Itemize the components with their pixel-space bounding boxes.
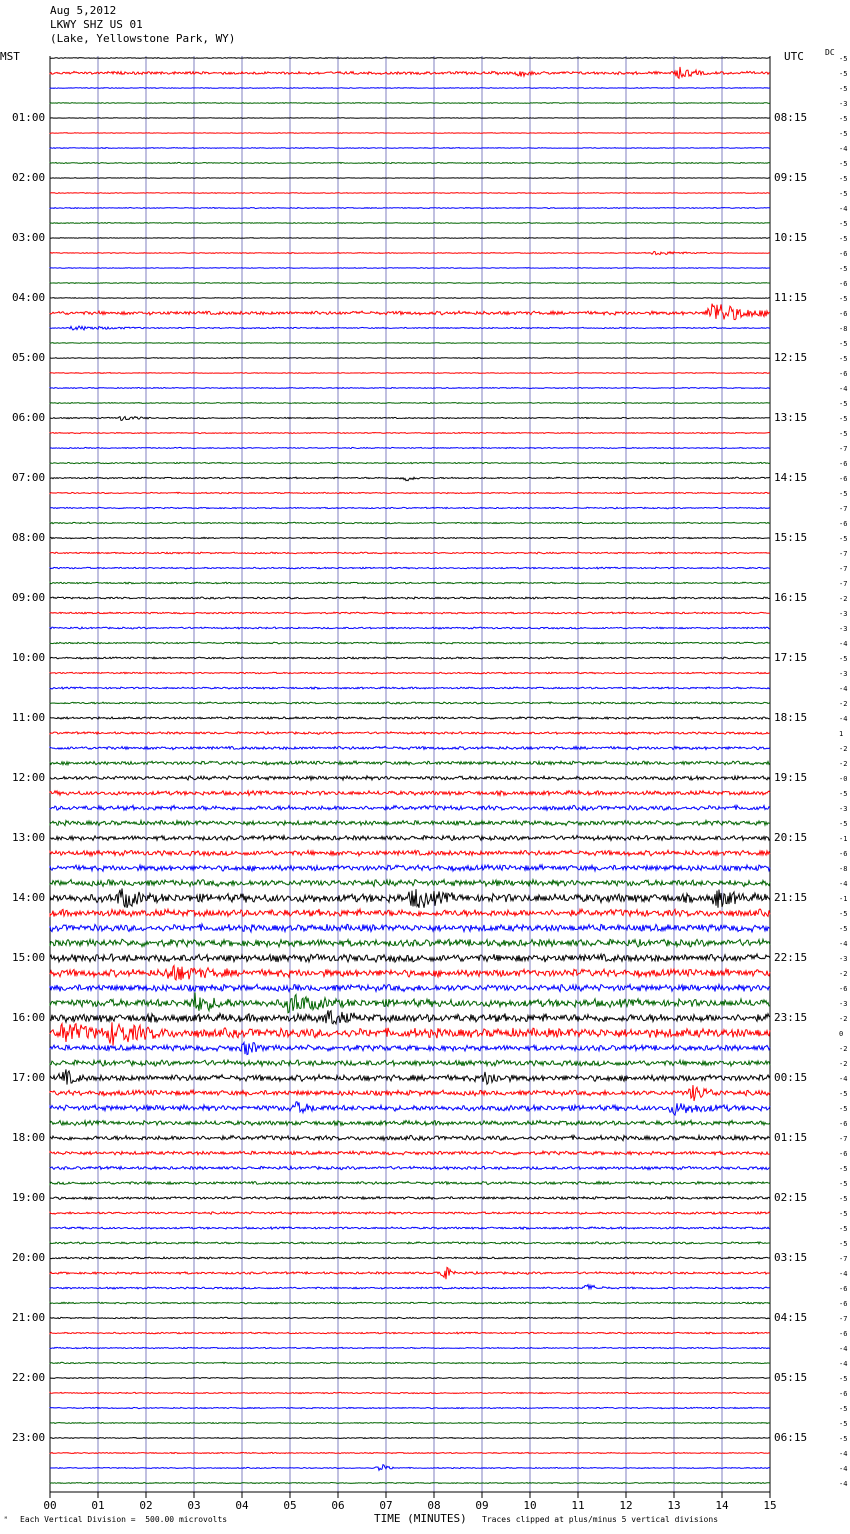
right-time-label: 13:15: [774, 411, 808, 424]
dc-offset-label: -4: [839, 1450, 848, 1458]
dc-offset-label: -6: [839, 520, 848, 528]
left-time-label: 07:00: [12, 471, 46, 484]
left-time-label: 16:00: [12, 1011, 46, 1024]
trace-row-89: [50, 1392, 770, 1393]
left-time-label: 23:00: [12, 1431, 46, 1444]
x-tick-label: 12: [619, 1499, 633, 1512]
trace-row-94: [50, 1465, 770, 1471]
left-time-label: 17:00: [12, 1071, 46, 1084]
dc-offset-label: -5: [839, 415, 848, 423]
left-time-label: 21:00: [12, 1311, 46, 1324]
right-time-label: 20:15: [774, 831, 808, 844]
right-time-label: 01:15: [774, 1131, 808, 1144]
trace-row-85: [50, 1332, 770, 1334]
seismic-traces: [50, 58, 770, 1484]
x-tick-label: 13: [667, 1499, 681, 1512]
dc-offset-label: -2: [839, 970, 848, 978]
left-time-label: 13:00: [12, 831, 46, 844]
right-time-label: 21:15: [774, 891, 808, 904]
dc-offset-label: -3: [839, 625, 848, 633]
x-tick-label: 07: [379, 1499, 393, 1512]
dc-offset-labels: [839, 55, 847, 1488]
trace-row-34: [50, 567, 770, 569]
trace-row-0: [50, 58, 770, 59]
header-date: Aug 5,2012: [50, 4, 117, 17]
header-location: (Lake, Yellowstone Park, WY): [50, 32, 236, 45]
right-time-label: 08:15: [774, 111, 808, 124]
right-time-label: 12:15: [774, 351, 808, 364]
dc-offset-label: -4: [839, 685, 848, 693]
dc-offset-label: -4: [839, 145, 848, 153]
dc-offset-label: -2: [839, 745, 848, 753]
right-time-label: 10:15: [774, 231, 808, 244]
left-time-label: 09:00: [12, 591, 46, 604]
trace-row-59: [50, 939, 770, 947]
dc-offset-label: -5: [839, 70, 848, 78]
dc-offset-label: -2: [839, 1060, 848, 1068]
trace-row-5: [50, 133, 770, 134]
trace-row-31: [50, 522, 770, 523]
trace-row-95: [50, 1483, 770, 1484]
dc-offset-label: -4: [839, 1270, 848, 1278]
dc-offset-label: -3: [839, 610, 848, 618]
dc-offset-label: -5: [839, 535, 848, 543]
trace-row-49: [50, 791, 770, 796]
dc-offset-label: -5: [839, 295, 848, 303]
trace-row-87: [50, 1362, 770, 1363]
dc-offset-label: -7: [839, 1255, 848, 1263]
trace-row-33: [50, 552, 770, 554]
dc-offset-label: -3: [839, 100, 848, 108]
trace-row-66: [50, 1043, 770, 1055]
x-axis-title: TIME (MINUTES): [374, 1512, 467, 1525]
dc-offset-label: -7: [839, 580, 848, 588]
left-time-label: 10:00: [12, 651, 46, 664]
right-axis-title: UTC: [784, 50, 804, 63]
trace-row-90: [50, 1407, 770, 1408]
right-time-label: 00:15: [774, 1071, 808, 1084]
trace-row-16: [50, 298, 770, 299]
right-time-label: 16:15: [774, 591, 808, 604]
right-time-label: 17:15: [774, 651, 808, 664]
dc-offset-label: -3: [839, 670, 848, 678]
dc-offset-label: -2: [839, 760, 848, 768]
x-tick-label: 10: [523, 1499, 537, 1512]
dc-offset-label: -6: [839, 280, 848, 288]
dc-offset-label: -5: [839, 190, 848, 198]
x-axis: [43, 1492, 776, 1512]
dc-offset-label: -4: [839, 640, 848, 648]
trace-row-50: [50, 805, 770, 810]
trace-row-92: [50, 1438, 770, 1439]
trace-row-14: [50, 268, 770, 269]
trace-row-29: [50, 492, 770, 493]
dc-offset-label: -3: [839, 955, 848, 963]
dc-offset-label: -5: [839, 85, 848, 93]
right-time-label: 03:15: [774, 1251, 808, 1264]
dc-offset-label: -5: [839, 1165, 848, 1173]
dc-offset-label: -4: [839, 880, 848, 888]
right-time-label: 06:15: [774, 1431, 808, 1444]
left-time-label: 06:00: [12, 411, 46, 424]
right-time-label: 11:15: [774, 291, 808, 304]
trace-row-42: [50, 687, 770, 689]
dc-offset-label: -1: [839, 835, 848, 843]
dc-offset-label: -6: [839, 985, 848, 993]
dc-offset-label: -7: [839, 565, 848, 573]
dc-offset-label: -4: [839, 1480, 848, 1488]
trace-row-52: [50, 836, 770, 841]
x-tick-label: 14: [715, 1499, 729, 1512]
dc-offset-label: -5: [839, 1435, 848, 1443]
trace-row-58: [50, 924, 770, 932]
trace-row-4: [50, 118, 770, 119]
trace-row-47: [50, 761, 770, 765]
trace-row-44: [50, 717, 770, 719]
trace-row-22: [50, 387, 770, 388]
trace-row-23: [50, 403, 770, 404]
dc-offset-label: -2: [839, 700, 848, 708]
dc-offset-label: -6: [839, 1390, 848, 1398]
right-time-label: 18:15: [774, 711, 808, 724]
x-tick-label: 08: [427, 1499, 441, 1512]
x-tick-label: 00: [43, 1499, 57, 1512]
dc-offset-label: -5: [839, 175, 848, 183]
left-time-label: 05:00: [12, 351, 46, 364]
dc-offset-label: -6: [839, 1300, 848, 1308]
x-tick-label: 01: [91, 1499, 105, 1512]
trace-row-76: [50, 1197, 770, 1200]
trace-row-82: [50, 1285, 770, 1289]
dc-offset-label: -5: [839, 1090, 848, 1098]
dc-offset-label: -5: [839, 1240, 848, 1248]
trace-row-40: [50, 657, 770, 659]
right-time-label: 04:15: [774, 1311, 808, 1324]
left-time-label: 15:00: [12, 951, 46, 964]
trace-row-84: [50, 1317, 770, 1318]
left-time-label: 08:00: [12, 531, 46, 544]
trace-row-1: [50, 67, 770, 78]
trace-row-70: [50, 1102, 770, 1115]
dc-offset-label: -3: [839, 1000, 848, 1008]
left-time-label: 14:00: [12, 891, 46, 904]
dc-offset-label: 0: [839, 1030, 844, 1038]
trace-row-18: [50, 326, 770, 330]
left-time-label: 01:00: [12, 111, 46, 124]
right-time-label: 09:15: [774, 171, 808, 184]
dc-offset-label: -5: [839, 355, 848, 363]
trace-row-43: [50, 702, 770, 704]
trace-row-68: [50, 1069, 770, 1084]
trace-row-91: [50, 1422, 770, 1423]
trace-row-75: [50, 1182, 770, 1185]
dc-offset-label: -5: [839, 1180, 848, 1188]
trace-row-19: [50, 343, 770, 344]
x-tick-label: 04: [235, 1499, 249, 1512]
dc-offset-label: -7: [839, 550, 848, 558]
trace-row-73: [50, 1151, 770, 1155]
dc-offset-label: -6: [839, 1120, 848, 1128]
dc-offset-label: -6: [839, 370, 848, 378]
trace-row-86: [50, 1347, 770, 1348]
trace-row-38: [50, 627, 770, 629]
trace-row-21: [50, 373, 770, 374]
dc-offset-label: -6: [839, 460, 848, 468]
dc-offset-label: -5: [839, 1195, 848, 1203]
dc-offset-label: -4: [839, 385, 848, 393]
trace-row-88: [50, 1378, 770, 1379]
trace-row-39: [50, 642, 770, 644]
dc-offset-label: -6: [839, 475, 848, 483]
trace-row-56: [50, 888, 770, 908]
dc-offset-label: -4: [839, 1345, 848, 1353]
x-tick-label: 05: [283, 1499, 297, 1512]
right-time-label: 23:15: [774, 1011, 808, 1024]
dc-offset-label: -5: [839, 1420, 848, 1428]
dc-offset-label: -5: [839, 430, 848, 438]
minute-gridlines: [50, 56, 770, 1492]
dc-offset-label: -2: [839, 1045, 848, 1053]
trace-row-74: [50, 1166, 770, 1169]
dc-offset-label: -4: [839, 1360, 848, 1368]
dc-offset-label: -5: [839, 925, 848, 933]
dc-offset-label: -2: [839, 1015, 848, 1023]
left-time-label: 18:00: [12, 1131, 46, 1144]
dc-offset-label: -4: [839, 1075, 848, 1083]
left-time-label: 11:00: [12, 711, 46, 724]
dc-offset-label: -5: [839, 265, 848, 273]
trace-row-15: [50, 283, 770, 284]
dc-offset-label: -5: [839, 235, 848, 243]
trace-row-79: [50, 1242, 770, 1244]
trace-row-27: [50, 462, 770, 463]
trace-row-67: [50, 1060, 770, 1066]
dc-offset-label: -5: [839, 340, 848, 348]
trace-row-41: [50, 672, 770, 674]
dc-offset-label: 1: [839, 730, 844, 738]
trace-row-72: [50, 1135, 770, 1140]
dc-offset-label: -5: [839, 220, 848, 228]
dc-offset-label: -7: [839, 505, 848, 513]
trace-row-51: [50, 821, 770, 826]
trace-row-80: [50, 1257, 770, 1259]
trace-row-32: [50, 537, 770, 539]
trace-row-83: [50, 1302, 770, 1304]
trace-row-6: [50, 148, 770, 149]
trace-row-54: [50, 865, 770, 871]
trace-row-8: [50, 178, 770, 179]
trace-row-71: [50, 1120, 770, 1125]
right-time-label: 22:15: [774, 951, 808, 964]
trace-row-53: [50, 850, 770, 856]
dc-offset-label: -2: [839, 595, 848, 603]
trace-row-48: [50, 776, 770, 780]
trace-row-20: [50, 358, 770, 359]
trace-row-28: [50, 477, 770, 481]
dc-offset-label: -5: [839, 1210, 848, 1218]
trace-row-17: [50, 304, 770, 320]
x-tick-label: 09: [475, 1499, 489, 1512]
dc-offset-label: -5: [839, 490, 848, 498]
left-time-label: 04:00: [12, 291, 46, 304]
dc-offset-label: -7: [839, 1315, 848, 1323]
trace-row-11: [50, 223, 770, 224]
right-time-label: 15:15: [774, 531, 808, 544]
dc-offset-label: -4: [839, 1465, 848, 1473]
clip-note: Traces clipped at plus/minus 5 vertical divisions: [482, 1515, 719, 1524]
trace-row-9: [50, 193, 770, 194]
dc-offset-label: -5: [839, 910, 848, 918]
dc-offset-label: -1: [839, 895, 848, 903]
x-tick-label: 02: [139, 1499, 153, 1512]
trace-row-63: [50, 992, 770, 1012]
dc-offset-label: -6: [839, 1285, 848, 1293]
left-time-label: 20:00: [12, 1251, 46, 1264]
left-time-label: 03:00: [12, 231, 46, 244]
right-time-label: 14:15: [774, 471, 808, 484]
trace-row-3: [50, 103, 770, 104]
trace-row-64: [50, 1010, 770, 1024]
trace-row-13: [50, 251, 770, 254]
trace-row-81: [50, 1267, 770, 1279]
trace-row-12: [50, 238, 770, 239]
trace-row-46: [50, 746, 770, 749]
dc-offset-label: -5: [839, 160, 848, 168]
right-time-label: 05:15: [774, 1371, 808, 1384]
dc-offset-label: -0: [839, 775, 848, 783]
trace-row-78: [50, 1227, 770, 1229]
dc-offset-label: -5: [839, 55, 848, 63]
left-axis-title: MST: [0, 50, 20, 63]
dc-offset-label: -6: [839, 1150, 848, 1158]
trace-row-45: [50, 732, 770, 734]
trace-row-35: [50, 582, 770, 584]
dc-offset-label: -8: [839, 325, 848, 333]
dc-offset-label: -5: [839, 400, 848, 408]
dc-offset-label: -6: [839, 250, 848, 258]
dc-offset-label: -6: [839, 1330, 848, 1338]
dc-offset-label: -5: [839, 115, 848, 123]
dc-offset-label: -7: [839, 1135, 848, 1143]
trace-row-10: [50, 208, 770, 209]
dc-offset-label: -5: [839, 820, 848, 828]
trace-row-69: [50, 1085, 770, 1101]
right-time-label: 02:15: [774, 1191, 808, 1204]
x-tick-label: 06: [331, 1499, 345, 1512]
trace-row-30: [50, 507, 770, 508]
dc-offset-label: -5: [839, 130, 848, 138]
trace-row-61: [50, 966, 770, 981]
dc-offset-label: -4: [839, 940, 848, 948]
dc-offset-label: -5: [839, 1375, 848, 1383]
left-time-label: 19:00: [12, 1191, 46, 1204]
dc-offset-label: -4: [839, 715, 848, 723]
scale-marker: ᴹ: [4, 1516, 8, 1523]
right-time-label: 19:15: [774, 771, 808, 784]
trace-row-26: [50, 447, 770, 448]
dc-offset-label: -5: [839, 790, 848, 798]
trace-row-2: [50, 88, 770, 89]
dc-offset-label: -7: [839, 445, 848, 453]
dc-offset-label: -4: [839, 205, 848, 213]
trace-row-77: [50, 1212, 770, 1215]
trace-row-36: [50, 597, 770, 599]
scale-note: Each Vertical Division = 500.00 microvolts: [20, 1515, 228, 1524]
trace-row-65: [50, 1022, 770, 1045]
dc-offset-label: -5: [839, 655, 848, 663]
dc-offset-label: -6: [839, 310, 848, 318]
dc-offset-label: -6: [839, 850, 848, 858]
trace-row-62: [50, 984, 770, 991]
left-time-label: 02:00: [12, 171, 46, 184]
header-station: LKWY SHZ US 01: [50, 18, 143, 31]
trace-row-60: [50, 954, 770, 962]
x-tick-label: 11: [571, 1499, 585, 1512]
x-tick-label: 03: [187, 1499, 201, 1512]
trace-row-93: [50, 1452, 770, 1453]
x-tick-label: 15: [763, 1499, 777, 1512]
dc-offset-label: -5: [839, 1225, 848, 1233]
dc-offset-label: -8: [839, 865, 848, 873]
left-time-label: 22:00: [12, 1371, 46, 1384]
trace-row-25: [50, 432, 770, 433]
dc-offset-label: -3: [839, 805, 848, 813]
trace-row-37: [50, 612, 770, 614]
dc-offset-label: -5: [839, 1405, 848, 1413]
trace-row-7: [50, 162, 770, 163]
dc-label: DC: [825, 48, 835, 57]
left-time-label: 12:00: [12, 771, 46, 784]
trace-row-55: [50, 880, 770, 887]
trace-row-24: [50, 417, 770, 421]
trace-row-57: [50, 909, 770, 917]
dc-offset-label: -5: [839, 1105, 848, 1113]
